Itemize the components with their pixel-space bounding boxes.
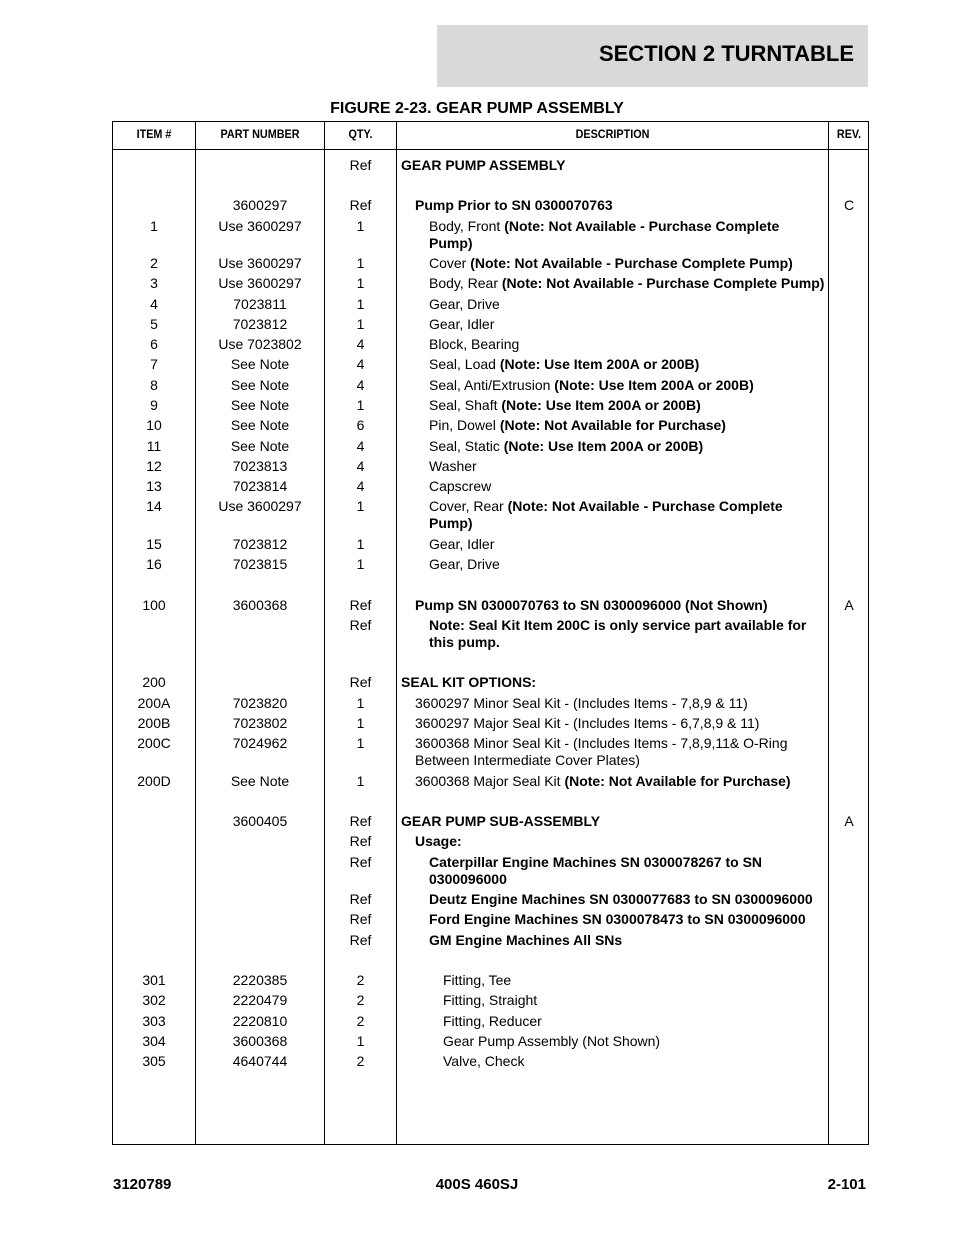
description-text: Body, Front [429, 218, 505, 234]
qty-cell: Ref [349, 674, 372, 690]
description-cell [429, 296, 826, 313]
qty-cell: Ref [349, 813, 372, 829]
description-cell [429, 617, 826, 651]
description-note: Deutz Engine Machines SN 0300077683 to SN 0300096000 [429, 891, 813, 907]
part-number-cell: 7023811 [233, 296, 287, 312]
item-number-cell: 12 [146, 458, 162, 474]
qty-cell: 1 [356, 218, 365, 234]
description-note: (Note: Use Item 200A or 200B) [554, 377, 754, 393]
description-text: Washer [429, 458, 477, 474]
item-number-cell: 301 [142, 972, 166, 988]
qty-cell: 4 [356, 478, 365, 494]
item-number-cell: 304 [142, 1033, 166, 1049]
description-text: Valve, Check [443, 1053, 525, 1069]
description-note: SEAL KIT OPTIONS: [401, 674, 537, 690]
description-cell [415, 773, 826, 790]
part-number-cell: 7023813 [232, 458, 288, 474]
item-number-cell: 200A [137, 695, 171, 711]
header-divider [113, 149, 868, 150]
description-note: (Note: Not Available - Purchase Complete Pump) [501, 275, 825, 291]
qty-cell: 4 [356, 377, 365, 393]
qty-cell: 1 [356, 695, 365, 711]
description-note: GM Engine Machines All SNs [429, 932, 623, 948]
item-number-cell: 3 [150, 275, 158, 291]
qty-cell: 4 [356, 438, 365, 454]
item-number-cell: 200C [137, 735, 171, 751]
item-number-cell: 2 [150, 255, 158, 271]
rev-cell: C [843, 197, 855, 213]
part-number-cell: 4640744 [232, 1053, 288, 1069]
column-header-qty: QTY. [348, 127, 373, 141]
item-number-cell: 303 [142, 1013, 166, 1029]
column-divider [828, 122, 829, 1144]
description-note: (Note: Not Available for Purchase) [499, 417, 726, 433]
part-number-cell: 2220385 [232, 972, 288, 988]
qty-cell: Ref [349, 617, 372, 633]
qty-cell: 1 [356, 498, 365, 514]
qty-cell: 2 [356, 972, 365, 988]
description-note: Usage: [415, 833, 462, 849]
qty-cell: Ref [349, 157, 372, 173]
description-cell [429, 417, 826, 434]
column-header-item: ITEM # [136, 127, 172, 141]
description-note: Note: Seal Kit Item 200C is only service part available for this pump. [429, 617, 807, 650]
item-number-cell: 11 [146, 438, 162, 454]
item-number-cell: 9 [150, 397, 158, 413]
description-note: GEAR PUMP SUB-ASSEMBLY [401, 813, 601, 829]
description-cell [415, 197, 826, 214]
description-cell [429, 498, 826, 532]
description-text: Gear, Idler [429, 316, 495, 332]
description-cell [429, 397, 826, 414]
column-header-part-number: PART NUMBER [220, 127, 300, 141]
description-cell [429, 255, 826, 272]
description-cell [429, 377, 826, 394]
part-number-cell: Use 3600297 [218, 275, 302, 291]
description-text: Body, Rear [429, 275, 502, 291]
description-cell [429, 458, 826, 475]
description-cell [429, 932, 826, 949]
description-text: 3600297 Minor Seal Kit - (Includes Items - 7,8,9 & 11) [415, 695, 748, 711]
item-number-cell: 6 [150, 336, 158, 352]
description-note: (Note: Not Available for Purchase) [564, 773, 791, 789]
description-cell [429, 356, 826, 373]
description-text: 3600297 Major Seal Kit - (Includes Items - 6,7,8,9 & 11) [415, 715, 760, 731]
item-number-cell: 100 [142, 597, 166, 613]
part-number-cell: 7023820 [232, 695, 288, 711]
part-number-cell: 7023802 [232, 715, 288, 731]
description-text: Seal, Load [429, 356, 500, 372]
qty-cell: 1 [356, 556, 365, 572]
item-number-cell: 10 [146, 417, 162, 433]
qty-cell: Ref [349, 854, 372, 870]
part-number-cell: 2220479 [232, 992, 288, 1008]
description-note: (Note: Not Available - Purchase Complete Pump) [470, 255, 793, 271]
description-cell [429, 854, 826, 888]
description-text: Gear, Drive [429, 296, 500, 312]
item-number-cell: 200D [137, 773, 171, 789]
description-text: Seal, Anti/Extrusion [429, 377, 555, 393]
column-divider [396, 122, 397, 1144]
column-header-description: DESCRIPTION [575, 127, 650, 141]
footer-doc-number: 3120789 [113, 1176, 172, 1193]
section-header [437, 25, 868, 87]
description-cell [415, 735, 826, 769]
description-cell [401, 813, 826, 830]
qty-cell: 4 [356, 336, 365, 352]
description-text: Fitting, Reducer [443, 1013, 542, 1029]
column-header-rev: REV. [836, 127, 862, 141]
description-text: Seal, Shaft [429, 397, 502, 413]
description-note: GEAR PUMP ASSEMBLY [401, 157, 566, 173]
item-number-cell: 4 [150, 296, 158, 312]
description-cell [429, 336, 826, 353]
description-note: (Note: Use Item 200A or 200B) [499, 356, 700, 372]
description-text: Cover, Rear [429, 498, 508, 514]
part-number-cell: See Note [230, 377, 290, 393]
description-note: (Note: Not Available - Purchase Complete Pump) [429, 218, 780, 251]
qty-cell: 4 [356, 356, 365, 372]
description-cell [415, 597, 826, 614]
part-number-cell: Use 7023802 [218, 336, 302, 352]
qty-cell: Ref [349, 891, 372, 907]
part-number-cell: 3600368 [232, 1033, 288, 1049]
part-number-cell: Use 3600297 [218, 218, 302, 234]
part-number-cell: 7023812 [232, 316, 288, 332]
description-text: Seal, Static [429, 438, 504, 454]
description-cell [443, 1033, 826, 1050]
item-number-cell: 302 [142, 992, 166, 1008]
footer-model: 400S 460SJ [435, 1176, 519, 1193]
part-number-cell: 2220810 [232, 1013, 288, 1029]
rev-cell: A [844, 813, 854, 829]
qty-cell: 1 [356, 735, 365, 751]
qty-cell: 1 [356, 397, 365, 413]
part-number-cell: Use 3600297 [218, 255, 302, 271]
item-number-cell: 305 [142, 1053, 166, 1069]
part-number-cell: See Note [230, 438, 290, 454]
description-text: Cover [429, 255, 471, 271]
description-cell [415, 715, 826, 732]
description-note: Pump Prior to SN 0300070763 [415, 197, 613, 213]
description-cell [415, 695, 826, 712]
item-number-cell: 13 [146, 478, 162, 494]
item-number-cell: 1 [150, 218, 158, 234]
qty-cell: Ref [349, 932, 372, 948]
qty-cell: Ref [349, 833, 372, 849]
description-note: (Note: Not Available - Purchase Complete Pump) [429, 498, 783, 531]
part-number-cell: See Note [230, 773, 290, 789]
qty-cell: Ref [349, 597, 372, 613]
description-cell [429, 478, 826, 495]
description-note: (Note: Use Item 200A or 200B) [503, 438, 704, 454]
item-number-cell: 16 [146, 556, 162, 572]
description-cell [443, 1013, 826, 1030]
item-number-cell: 200B [137, 715, 171, 731]
item-number-cell: 7 [150, 356, 158, 372]
part-number-cell: 7023812 [232, 536, 288, 552]
description-cell [429, 911, 826, 928]
description-cell [415, 833, 826, 850]
qty-cell: Ref [349, 197, 372, 213]
description-cell [401, 674, 826, 691]
item-number-cell: 200 [142, 674, 166, 690]
part-number-cell: 7023814 [232, 478, 288, 494]
item-number-cell: 15 [146, 536, 162, 552]
part-number-cell: See Note [230, 356, 290, 372]
item-number-cell: 5 [150, 316, 158, 332]
description-text: Pin, Dowel [429, 417, 500, 433]
description-text: Gear Pump Assembly (Not Shown) [443, 1033, 661, 1049]
description-cell [429, 275, 826, 292]
description-cell [429, 536, 826, 553]
qty-cell: 2 [356, 992, 365, 1008]
qty-cell: 4 [356, 458, 365, 474]
description-cell [443, 972, 826, 989]
qty-cell: 1 [356, 715, 365, 731]
qty-cell: Ref [349, 911, 372, 927]
qty-cell: 1 [356, 773, 365, 789]
description-text: Gear, Idler [429, 536, 495, 552]
part-number-cell: See Note [230, 397, 290, 413]
description-cell [429, 218, 826, 252]
part-number-cell: 7023815 [232, 556, 288, 572]
description-cell [443, 992, 826, 1009]
description-text: 3600368 Minor Seal Kit - (Includes Items - 7,8,9,11& O-Ring Between Intermediate Cover Plates) [415, 735, 788, 768]
figure-title: FIGURE 2-23. GEAR PUMP ASSEMBLY [330, 100, 624, 117]
description-text: Fitting, Tee [443, 972, 512, 988]
qty-cell: 1 [356, 536, 365, 552]
qty-cell: 6 [356, 417, 365, 433]
description-note: Pump SN 0300070763 to SN 0300096000 (Not Shown) [415, 597, 768, 613]
qty-cell: 1 [356, 255, 365, 271]
qty-cell: 1 [356, 1033, 365, 1049]
part-number-cell: 3600368 [232, 597, 288, 613]
description-text: Gear, Drive [429, 556, 500, 572]
qty-cell: 1 [356, 275, 365, 291]
description-text: 3600368 Major Seal Kit [415, 773, 565, 789]
description-text: Block, Bearing [429, 336, 520, 352]
section-title: SECTION 2 TURNTABLE [598, 41, 854, 66]
description-text: Fitting, Straight [443, 992, 538, 1008]
rev-cell: A [844, 597, 854, 613]
item-number-cell: 8 [150, 377, 158, 393]
description-cell [429, 556, 826, 573]
description-note: (Note: Use Item 200A or 200B) [501, 397, 701, 413]
item-number-cell: 14 [146, 498, 162, 514]
footer-page-number: 2-101 [827, 1176, 866, 1193]
description-note: Caterpillar Engine Machines SN 0300078267 to SN 0300096000 [429, 854, 763, 887]
qty-cell: 2 [356, 1013, 365, 1029]
description-cell [443, 1053, 826, 1070]
qty-cell: 1 [356, 316, 365, 332]
parts-table [112, 121, 869, 1145]
description-cell [429, 316, 826, 333]
description-cell [429, 891, 826, 908]
qty-cell: 1 [356, 296, 365, 312]
description-note: Ford Engine Machines SN 0300078473 to SN 0300096000 [429, 911, 806, 927]
part-number-cell: 7024962 [232, 735, 288, 751]
part-number-cell: Use 3600297 [218, 498, 302, 514]
qty-cell: 2 [356, 1053, 365, 1069]
description-text: Capscrew [429, 478, 492, 494]
part-number-cell: 3600297 [232, 197, 288, 213]
description-cell [429, 438, 826, 455]
part-number-cell: 3600405 [232, 813, 288, 829]
part-number-cell: See Note [230, 417, 290, 433]
description-cell [401, 157, 826, 174]
